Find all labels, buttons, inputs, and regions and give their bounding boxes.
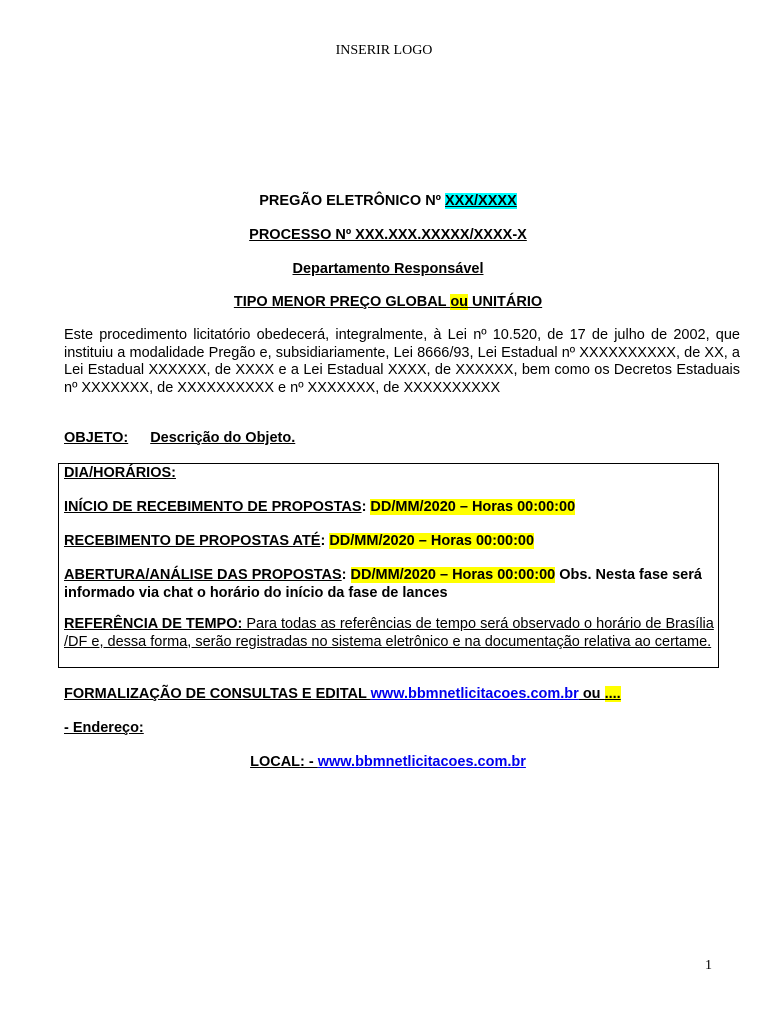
tipo-ou: ou bbox=[450, 294, 469, 310]
abertura-value: DD/MM/2020 – Horas 00:00:00 bbox=[350, 567, 556, 583]
ate-value: DD/MM/2020 – Horas 00:00:00 bbox=[329, 533, 535, 549]
objeto-line bbox=[64, 430, 295, 446]
schedule-heading: DIA/HORÁRIOS: bbox=[64, 465, 176, 481]
referencia-tempo bbox=[64, 616, 714, 651]
document-title bbox=[0, 193, 768, 209]
local-link[interactable]: www.bbmnetlicitacoes.com.br bbox=[317, 754, 526, 770]
page-number: 1 bbox=[705, 958, 712, 973]
abertura-line: ABERTURA/ANÁLISE DAS PROPOSTAS: DD/MM/2020 – Horas 00:00:00 Obs. Nesta fase será informado via chat o horário do início da fase de lances bbox=[64, 567, 702, 601]
local-line bbox=[0, 754, 768, 770]
ate-label: RECEBIMENTO DE PROPOSTAS ATÉ bbox=[64, 533, 321, 549]
abertura-obs: Obs. Nesta fase será informado via chat o horário do início da fase de lances bbox=[64, 567, 702, 601]
logo-placeholder: INSERIR LOGO bbox=[335, 43, 433, 58]
formalizacao-label: FORMALIZAÇÃO DE CONSULTAS E EDITAL bbox=[64, 686, 371, 702]
objeto-value: Descrição do Objeto. bbox=[150, 430, 296, 446]
inicio-label: INÍCIO DE RECEBIMENTO DE PROPOSTAS bbox=[64, 499, 362, 515]
formalizacao-ou: ou bbox=[578, 686, 605, 702]
processo-number: PROCESSO Nº XXX.XXX.XXXXX/XXXX-X bbox=[249, 227, 527, 243]
referencia-label: REFERÊNCIA DE TEMPO: bbox=[64, 616, 243, 632]
objeto-label: OBJETO: bbox=[64, 430, 129, 446]
formalizacao-dots: .... bbox=[604, 686, 621, 702]
title-prefix: PREGÃO ELETRÔNICO Nº bbox=[259, 193, 446, 209]
formalizacao-link[interactable]: www.bbmnetlicitacoes.com.br bbox=[370, 686, 579, 702]
title-number: XXX/XXXX bbox=[445, 193, 517, 209]
recebimento-ate-line: RECEBIMENTO DE PROPOSTAS ATÉ: DD/MM/2020 – Horas 00:00:00 bbox=[64, 533, 535, 549]
tipo-line bbox=[0, 294, 768, 310]
inicio-line: INÍCIO DE RECEBIMENTO DE PROPOSTAS: DD/MM/2020 – Horas 00:00:00 bbox=[64, 499, 576, 515]
local-label: LOCAL: - bbox=[250, 754, 318, 770]
departamento-responsavel: Departamento Responsável bbox=[292, 261, 484, 277]
referencia-text: Para todas as referências de tempo será observado o horário de Brasília /DF e, dessa forma, serão registradas no sistema eletrônico e na documentação relativa ao certame. bbox=[64, 616, 714, 650]
tipo-suffix: UNITÁRIO bbox=[468, 294, 543, 310]
endereco-label: - Endereço: bbox=[64, 720, 144, 736]
abertura-label: ABERTURA/ANÁLISE DAS PROPOSTAS bbox=[64, 567, 342, 583]
formalizacao-line bbox=[64, 686, 621, 702]
tipo-prefix: TIPO MENOR PREÇO GLOBAL bbox=[233, 294, 451, 310]
intro-paragraph: Este procedimento licitatório obedecerá, integralmente, à Lei nº 10.520, de 17 de julho de 2002, que instituiu a modalidade Pregão e, subsidiariamente, Lei 8666/93, Lei Estadual nº XXXXXXXXXX, de XX, a Lei Estadual XXXXXX, de XXXX e a Lei Estadual XXXX, de XXXXXX, bem como os Decretos Estaduais nº XXXXXXX, de XXXXXXXXXX e nº XXXXXXX, de XXXXXXXXXX bbox=[64, 327, 740, 396]
inicio-value: DD/MM/2020 – Horas 00:00:00 bbox=[370, 499, 576, 515]
